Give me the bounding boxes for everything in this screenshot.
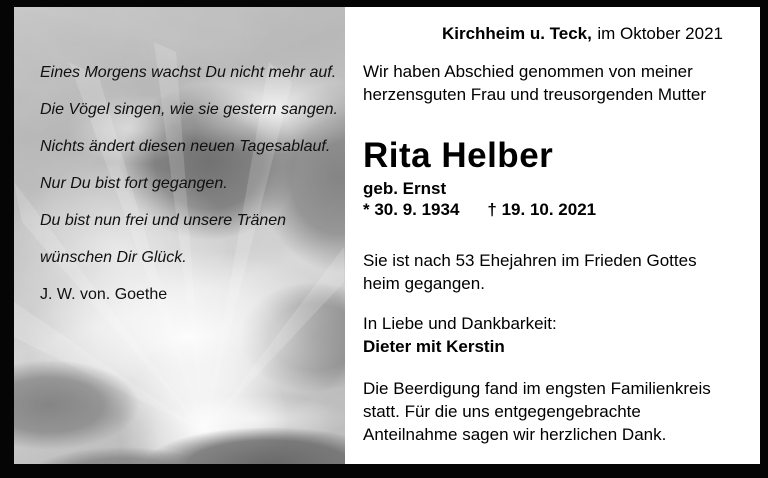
funeral-line: Die Beerdigung fand im engsten Familienkreis xyxy=(363,379,711,398)
memorial-clouds-photo xyxy=(14,7,345,464)
deceased-name: Rita Helber xyxy=(363,136,554,175)
funeral-line: Anteilnahme sagen wir herzlichen Dank. xyxy=(363,425,667,444)
farewell-line: Sie ist nach 53 Ehejahren im Frieden Gottes xyxy=(363,251,697,270)
birth-date: * 30. 9. 1934 xyxy=(363,200,460,219)
dateline-place: Kirchheim u. Teck, xyxy=(441,24,592,43)
life-dates xyxy=(363,200,723,219)
intro-text xyxy=(363,60,723,106)
death-date: † 19. 10. 2021 xyxy=(487,200,597,219)
dateline-date: im Oktober 2021 xyxy=(597,24,723,43)
farewell-line: heim gegangen. xyxy=(363,274,485,293)
obituary-text-column xyxy=(363,7,723,464)
farewell-text xyxy=(363,249,723,295)
poem-line: Du bist nun frei und unsere Tränen xyxy=(40,212,287,229)
obituary-card xyxy=(14,7,760,464)
closing-line: In Liebe und Dankbarkeit: xyxy=(363,314,557,333)
intro-line: Wir haben Abschied genommen von meiner xyxy=(363,62,693,81)
funeral-line: statt. Für die uns entgegengebrachte xyxy=(363,402,641,421)
poem-line: Eines Morgens wachst Du nicht mehr auf. xyxy=(40,64,337,81)
funeral-notice xyxy=(363,377,723,446)
intro-line: herzensguten Frau und treusorgenden Mutter xyxy=(363,85,707,104)
poem-line: Die Vögel singen, wie sie gestern sangen. xyxy=(40,101,338,118)
dateline xyxy=(363,23,723,45)
memorial-poem xyxy=(40,63,338,305)
poem-line: Nichts ändert diesen neuen Tagesablauf. xyxy=(40,138,331,155)
poem-attribution: J. W. von. Goethe xyxy=(40,286,168,303)
maiden-name: geb. Ernst xyxy=(363,179,447,198)
poem-line: wünschen Dir Glück. xyxy=(40,249,187,266)
mourners: Dieter mit Kerstin xyxy=(363,337,505,356)
poem-line: Nur Du bist fort gegangen. xyxy=(40,175,228,192)
